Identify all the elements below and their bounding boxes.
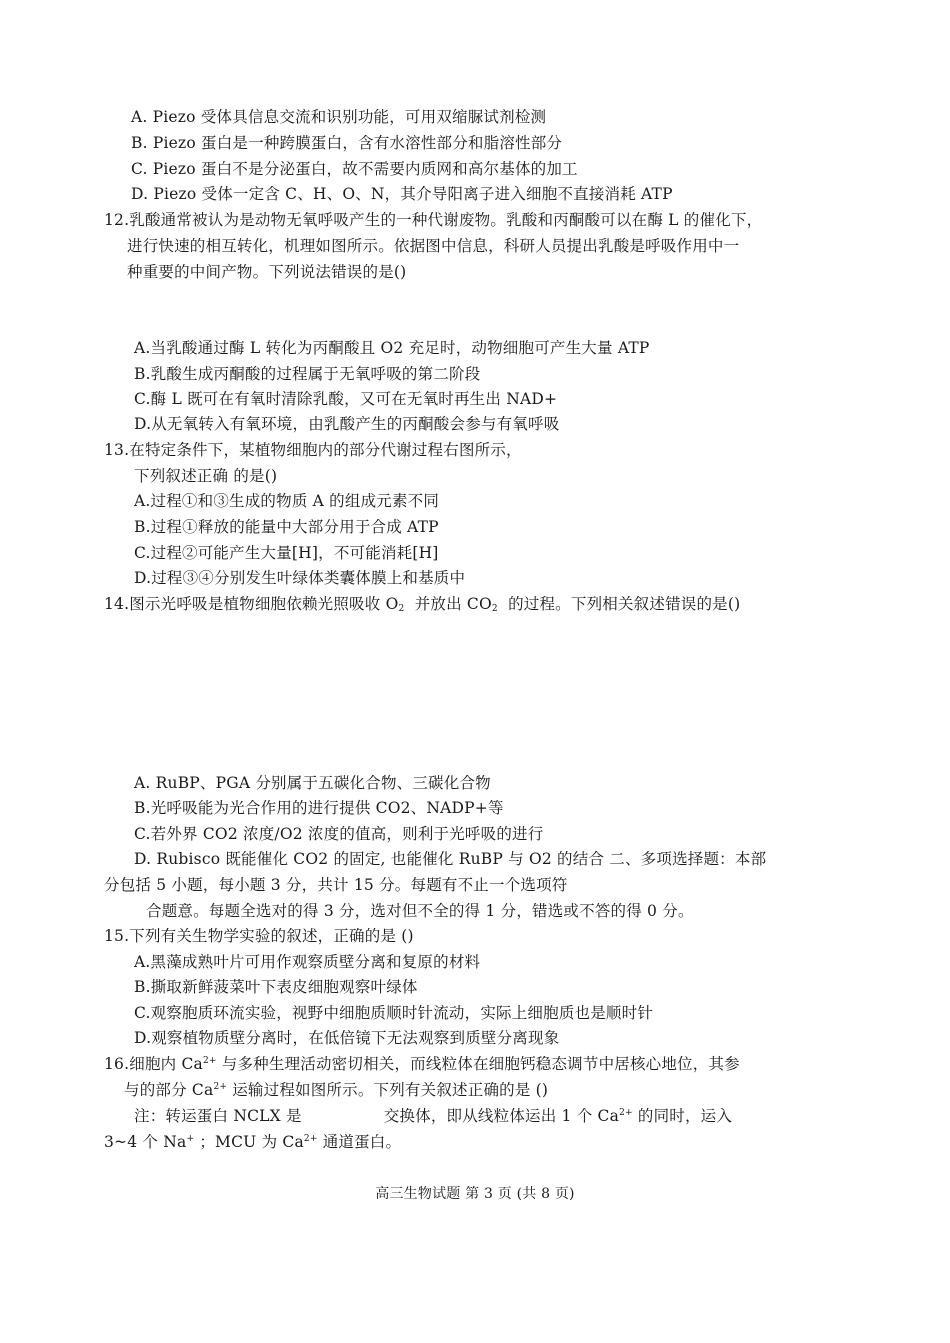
q12-stem-line2: 进行快速的相互转化，机理如图所示。依据图中信息，科研人员提出乳酸是呼吸作用中一 — [127, 237, 740, 255]
q15-option-a: A.黑藻成熟叶片可用作观察质壁分离和复原的材料 — [134, 953, 481, 971]
q13-stem-line1: 13.在特定条件下，某植物细胞内的部分代谢过程右图所示， — [104, 441, 522, 459]
q12-stem-line1: 12.乳酸通常被认为是动物无氧呼吸产生的一种代谢废物。乳酸和丙酮酸可以在酶 L 的催化下， — [104, 211, 763, 229]
q12-stem-line3: 种重要的中间产物。下列说法错误的是() — [127, 263, 407, 281]
q11-option-d: D. Piezo 受体一定含 C、H、O、N，其介导阳离子进入细胞不直接消耗 ATP — [131, 185, 673, 203]
q13-option-d: D.过程③④分别发生叶绿体类囊体膜上和基质中 — [134, 569, 466, 587]
q16-note-line1: 注：转运蛋白 NCLX 是 交换体，即从线粒体运出 1 个 $Ca^{2+}$ 的同时，运入 — [134, 1107, 733, 1125]
q12-option-c: C.酶 L 既可在有氧时清除乳酸，又可在无氧时再生出 NAD+ — [134, 390, 558, 408]
q12-option-a: A.当乳酸通过酶 L 转化为丙酮酸且 O2 充足时，动物细胞可产生大量 ATP — [134, 339, 650, 357]
q15-stem: 15.下列有关生物学实验的叙述，正确的是 () — [104, 927, 414, 945]
q14-stem: 14.图示光呼吸是植物细胞依赖光照吸收 $O_2$ 并放出 $CO_2$ 的过程。下列相关叙述错误的是() — [104, 595, 741, 614]
q12-option-d: D.从无氧转入有氧环境，由乳酸产生的丙酮酸会参与有氧呼吸 — [134, 415, 560, 433]
section-two-instructions-line2: 合题意。每题全选对的得 3 分，选对但不全的得 1 分，错选或不答的得 0 分。 — [146, 902, 694, 920]
q13-option-b: B.过程①释放的能量中大部分用于合成 ATP — [134, 518, 439, 536]
q11-option-a: A. Piezo 受体具信息交流和识别功能，可用双缩脲试剂检测 — [131, 108, 547, 126]
q16-note-line2: 3~4 个 Na+ ；MCU 为 $Ca^{2+}$ 通道蛋白。 — [104, 1133, 402, 1151]
q13-option-c: C.过程②可能产生大量[H]，不可能消耗[H] — [134, 544, 439, 562]
q12-option-b: B.乳酸生成丙酮酸的过程属于无氧呼吸的第二阶段 — [134, 365, 481, 383]
q14-option-b: B.光呼吸能为光合作用的进行提供 CO2、NADP+等 — [134, 799, 504, 817]
page-footer: 高三生物试题 第 3 页 (共 8 页) — [375, 1186, 575, 1202]
q16-stem-line2: 与的部分 $Ca^{2+}$ 运输过程如图所示。下列有关叙述正确的是 () — [124, 1081, 549, 1099]
q16-stem-line1: 16.细胞内 $Ca^{2+}$ 与多种生理活动密切相关，而线粒体在细胞钙稳态调节中居核心地位，其参 — [104, 1055, 740, 1073]
q13-stem-line2: 下列叙述正确 的是() — [134, 467, 278, 485]
section-two-instructions-line1: 分包括 5 小题，每小题 3 分，共计 15 分。每题有不止一个选项符 — [104, 876, 568, 894]
q14-option-a: A. RuBP、PGA 分别属于五碳化合物、三碳化合物 — [134, 774, 491, 792]
q14-option-c: C.若外界 CO2 浓度/O2 浓度的值高，则利于光呼吸的进行 — [134, 825, 544, 843]
q11-option-c: C. Piezo 蛋白不是分泌蛋白，故不需要内质网和高尔基体的加工 — [131, 160, 578, 178]
q15-option-d: D.观察植物质壁分离时，在低倍镜下无法观察到质壁分离现象 — [134, 1029, 560, 1047]
q15-option-c: C.观察胞质环流实验，视野中细胞质顺时针流动，实际上细胞质也是顺时针 — [134, 1004, 654, 1022]
q13-option-a: A.过程①和③生成的物质 A 的组成元素不同 — [134, 492, 440, 510]
q15-option-b: B.撕取新鲜菠菜叶下表皮细胞观察叶绿体 — [134, 978, 418, 996]
q11-option-b: B. Piezo 蛋白是一种跨膜蛋白，含有水溶性部分和脂溶性部分 — [131, 134, 563, 152]
q14-option-d: D. Rubisco 既能催化 CO2 的固定, 也能催化 RuBP 与 O2 的结合 二、多项选择题：本部 — [134, 850, 767, 868]
